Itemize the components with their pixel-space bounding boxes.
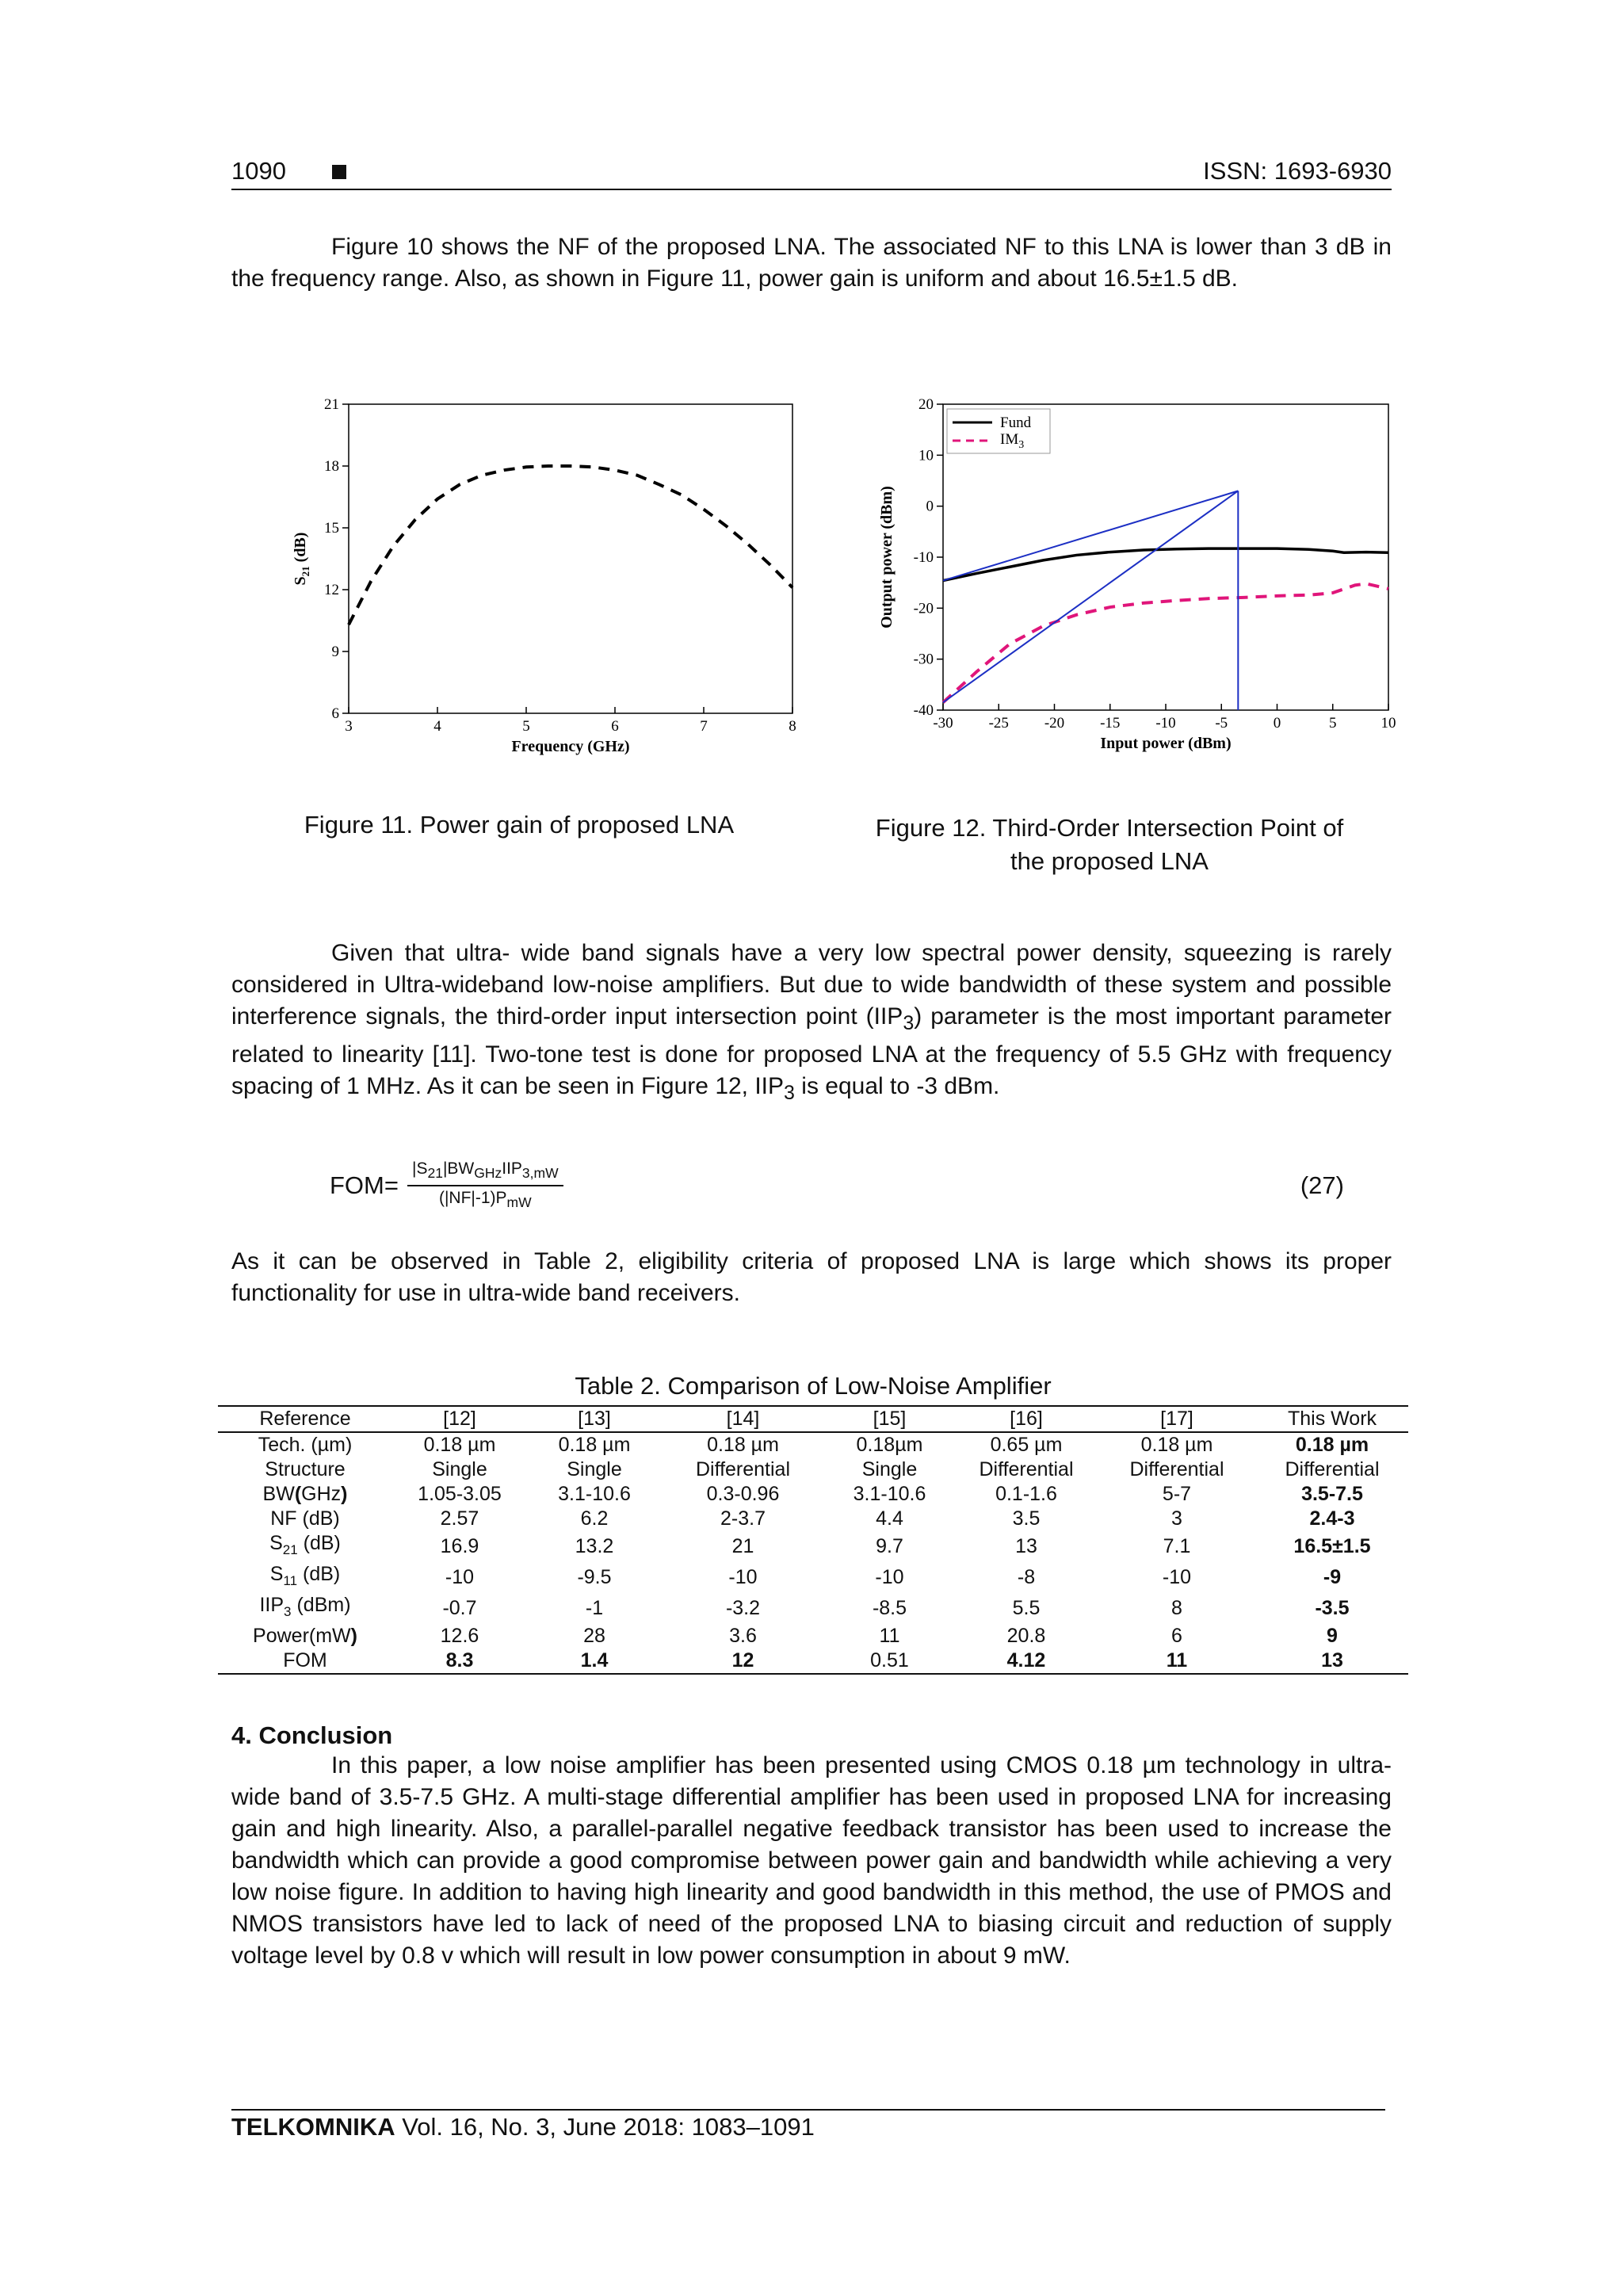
table-cell: 7.1 — [1163, 1535, 1191, 1557]
footer-rule — [231, 2109, 1385, 2111]
table-cell: 3.5 — [1012, 1507, 1041, 1530]
table-cell: 21 — [731, 1535, 754, 1557]
paragraph-2 — [231, 938, 1392, 1109]
table-cell: 13 — [1015, 1535, 1037, 1557]
table-cell: -10 — [1162, 1566, 1192, 1588]
y-tick-label: -10 — [913, 549, 934, 566]
x-tick-label: 10 — [1381, 715, 1396, 732]
table-cell: -0.7 — [442, 1597, 477, 1619]
legend-im3-text: IM — [1000, 431, 1019, 448]
x-tick-label: -25 — [988, 715, 1009, 732]
eq-n3-sub: 3,mW — [521, 1165, 559, 1182]
series-im3 — [943, 583, 1388, 702]
issn: ISSN: 1693-6930 — [1203, 157, 1392, 185]
table-cell: 0.18 µm — [707, 1434, 779, 1456]
table-cell: Differential — [1129, 1458, 1224, 1480]
row-label — [218, 1624, 392, 1648]
equation-number: (27) — [1300, 1171, 1344, 1199]
y-tick-label: 6 — [331, 705, 339, 722]
table-cell: -1 — [585, 1597, 604, 1619]
figure-11-caption: Figure 11. Power gain of proposed LNA — [304, 811, 735, 839]
table-cell: 5-7 — [1162, 1483, 1192, 1505]
row-label-part: IIP — [259, 1594, 285, 1616]
conclusion-paragraph: In this paper, a low noise amplifier has been presented using CMOS 0.18 µm technology in ultra-wide band of 3.5-7.5 GHz. A multi-stage differential amplifier has been used in proposed LNA for increasing gain and high linearity. Also, a parallel-parallel negative feedback transistor has been used to increase the bandwidth which can provide a good compromise between power gain and bandwidth while achieving a very low noise figure. In addition to having high linearity and good bandwidth in this method, the use of PMOS and NMOS transistors have led to lack of need of the proposed LNA to biasing circuit and reduction of supply voltage level by 0.8 v which will result in low power consumption in about 9 mW. — [231, 1752, 1392, 1969]
table-cell: Differential — [979, 1458, 1074, 1480]
eq-d1: (|NF|-1)P — [438, 1189, 507, 1208]
section-title: 4. Conclusion — [231, 1721, 393, 1749]
table-cell: 1.4 — [527, 1648, 662, 1674]
y-tick-label: 20 — [918, 396, 934, 413]
row-label — [218, 1531, 392, 1562]
plot-frame — [349, 404, 792, 713]
y-tick-label: -20 — [913, 600, 934, 617]
table-cell: 3 — [1171, 1507, 1182, 1530]
table-cell: Differential — [695, 1458, 791, 1480]
table-cell: -3.5 — [1315, 1597, 1350, 1619]
table-row — [218, 1507, 1408, 1531]
table-cell: -8 — [1017, 1566, 1036, 1588]
page-header — [231, 157, 1392, 189]
x-tick-label: -20 — [1044, 715, 1065, 732]
table-cell: 9.7 — [876, 1535, 903, 1557]
table-header: [12] — [392, 1406, 527, 1432]
table-cell: 6.2 — [580, 1507, 609, 1530]
table-cell: 12.6 — [440, 1625, 479, 1647]
paragraph-2-text-b: ) parameter is the most important parameter related to linearity [11]. Two-tone test is done for proposed LNA at the frequency of 5.5 GHz with frequency spacing of 1 MHz. As it can be seen in Figure 12, IIP — [231, 1003, 1392, 1099]
y-axis-label — [292, 533, 311, 586]
table-header: [17] — [1098, 1406, 1256, 1432]
figure-12-chart — [864, 388, 1419, 769]
row-label-part: BW — [262, 1483, 295, 1505]
x-tick-label: -15 — [1100, 715, 1121, 732]
paragraph-2-text-a: Given that ultra- wide band signals have a very low spectral power density, squeezing is rarely considered in Ultra-wideband low-noise amplifiers. But due to wide bandwidth of these system and possible interference signals, the third-order input intersection point (IIP — [231, 940, 1392, 1030]
table-cell: -10 — [728, 1566, 758, 1588]
y-tick-label: 9 — [331, 644, 339, 660]
table-cell: 3.1-10.6 — [558, 1483, 631, 1505]
table-cell: 16.9 — [440, 1535, 479, 1557]
x-axis-label: Input power (dBm) — [1100, 735, 1232, 752]
x-tick-label: 7 — [700, 718, 708, 735]
table-cell: 1.05-3.05 — [418, 1483, 502, 1505]
table-cell: Single — [567, 1458, 622, 1480]
y-axis-label-part: S — [292, 576, 309, 586]
legend-box — [947, 409, 1050, 453]
y-tick-label: -40 — [913, 702, 934, 719]
table-row — [218, 1648, 1408, 1674]
row-label-part: (dB) — [297, 1532, 341, 1554]
page-number: 1090 — [231, 157, 286, 185]
eq-n2: |BW — [442, 1159, 475, 1178]
y-tick-label: 18 — [324, 458, 339, 475]
table-cell: 4.12 — [955, 1648, 1098, 1674]
table-row — [218, 1562, 1408, 1593]
figure-11-chart — [269, 388, 824, 769]
row-label-part: Power(mW — [253, 1625, 351, 1647]
row-label-sub: 21 — [282, 1542, 298, 1557]
table-cell: 3.1-10.6 — [853, 1483, 926, 1505]
x-tick-label: 5 — [1329, 715, 1337, 732]
table-cell: 0.65 µm — [990, 1434, 1063, 1456]
square-bullet-icon — [332, 165, 346, 179]
paragraph-2-sub-2: 3 — [784, 1082, 795, 1104]
series-s21 — [349, 466, 792, 625]
series-im3-extrapolation — [943, 491, 1238, 702]
paragraph-2-sub-1: 3 — [903, 1012, 915, 1034]
paragraph-1: Figure 10 shows the NF of the proposed LNA. The associated NF to this LNA is lower than 3 dB in the frequency range. Also, as shown in Figure 11, power gain is uniform and about 16.5±1.5 dB. — [231, 234, 1392, 292]
table-cell: 6 — [1171, 1625, 1182, 1647]
y-axis-label-part: (dB) — [292, 532, 309, 567]
row-label: FOM — [218, 1648, 392, 1674]
table-cell: 13 — [1256, 1648, 1408, 1674]
x-axis-label: Frequency (GHz) — [511, 738, 630, 755]
equation-denominator — [407, 1186, 563, 1214]
table-cell: 20.8 — [1006, 1625, 1046, 1647]
table-cell: 4.4 — [876, 1507, 903, 1530]
row-label-sub: 11 — [283, 1573, 298, 1588]
table-header: [14] — [662, 1406, 824, 1432]
table-cell: Single — [861, 1458, 918, 1480]
equation-fraction — [407, 1157, 563, 1214]
table-cell: 0.18 µm — [1140, 1434, 1213, 1456]
figure-12-caption — [832, 812, 1387, 878]
table-cell: 3.5-7.5 — [1301, 1483, 1363, 1505]
paragraph-2-text-c: is equal to -3 dBm. — [794, 1073, 1000, 1099]
table-row — [218, 1624, 1408, 1648]
row-label-part: ) — [350, 1625, 357, 1647]
y-tick-label: -30 — [913, 651, 934, 668]
y-tick-label: 0 — [926, 498, 934, 515]
table-header: Reference — [218, 1406, 392, 1432]
row-label-part: S — [269, 1563, 284, 1585]
eq-n2-sub: GHz — [474, 1165, 502, 1182]
legend-fund-label: Fund — [1000, 415, 1032, 431]
table-cell: -10 — [875, 1566, 904, 1588]
journal-details: Vol. 16, No. 3, June 2018: 1083–1091 — [395, 2113, 815, 2141]
x-tick-label: 4 — [433, 718, 441, 735]
x-tick-label: 8 — [789, 718, 796, 735]
series-fund-extrapolation — [943, 491, 1238, 580]
row-label-part: GHz — [301, 1483, 342, 1505]
row-label-part: S — [269, 1532, 283, 1554]
x-tick-label: -10 — [1155, 715, 1176, 732]
row-label-part: (dBm) — [291, 1594, 351, 1616]
table-cell: 5.5 — [1012, 1597, 1041, 1619]
table-cell: -3.2 — [725, 1597, 761, 1619]
y-tick-label: 15 — [324, 520, 339, 537]
table-header-row — [218, 1406, 1408, 1432]
table-cell: Differential — [1285, 1458, 1380, 1480]
figure-12-caption-line-2: the proposed LNA — [1010, 847, 1209, 875]
comparison-table — [218, 1405, 1408, 1675]
table-row — [218, 1531, 1408, 1562]
table-cell: 0.18 µm — [423, 1434, 496, 1456]
legend-im3-sub: 3 — [1018, 439, 1025, 451]
table-row — [218, 1593, 1408, 1624]
row-label-part: ) — [341, 1483, 348, 1505]
figure-12-caption-line-1: Figure 12. Third-Order Intersection Point of — [875, 814, 1344, 842]
table-cell: 0.18 µm — [558, 1434, 631, 1456]
table-cell: 2.4-3 — [1309, 1507, 1355, 1530]
table-cell: 2-3.7 — [720, 1507, 766, 1530]
table-cell: 0.51 — [824, 1648, 955, 1674]
x-tick-label: 0 — [1273, 715, 1281, 732]
table-cell: 9 — [1327, 1625, 1338, 1647]
table-header: This Work — [1256, 1406, 1408, 1432]
page-footer — [231, 2113, 815, 2141]
eq-n1: |S — [412, 1159, 428, 1178]
table-cell: 2.57 — [440, 1507, 479, 1530]
table-row — [218, 1482, 1408, 1507]
table-cell: 11 — [1098, 1648, 1256, 1674]
row-label — [218, 1482, 392, 1507]
x-tick-label: 6 — [611, 718, 619, 735]
table-cell: 3.6 — [729, 1625, 757, 1647]
table-cell: 0.3-0.96 — [706, 1483, 780, 1505]
table-cell: 0.18 µm — [1295, 1434, 1369, 1456]
table-cell: 0.18µm — [856, 1434, 923, 1456]
table-cell: 8.3 — [392, 1648, 527, 1674]
table-cell: 0.1-1.6 — [995, 1483, 1057, 1505]
header-rule — [231, 189, 1392, 190]
x-tick-label: -5 — [1215, 715, 1228, 732]
row-label-part: (dB) — [297, 1563, 341, 1585]
table-cell: -9 — [1323, 1566, 1342, 1588]
table-cell: 8 — [1171, 1597, 1182, 1619]
table-cell: -9.5 — [577, 1566, 612, 1588]
equation-numerator — [407, 1157, 563, 1186]
table-header: [13] — [527, 1406, 662, 1432]
table-cell: -8.5 — [872, 1597, 907, 1619]
table-row — [218, 1432, 1408, 1457]
row-label: Tech. (µm) — [258, 1434, 353, 1456]
series-fund — [943, 548, 1388, 581]
y-tick-label: 12 — [324, 582, 339, 598]
row-label-sub: 3 — [284, 1604, 292, 1619]
y-axis-label: Output power (dBm) — [878, 486, 896, 628]
table-cell: 13.2 — [575, 1535, 614, 1557]
table-cell: 11 — [879, 1625, 900, 1647]
table-cell: 16.5±1.5 — [1293, 1535, 1371, 1557]
eq-n3: IIP — [502, 1159, 522, 1178]
row-label: NF (dB) — [270, 1507, 340, 1530]
x-tick-label: 3 — [345, 718, 353, 735]
table-caption: Table 2. Comparison of Low-Noise Amplifier — [575, 1372, 1052, 1400]
x-tick-label: -30 — [933, 715, 953, 732]
paragraph-3: As it can be observed in Table 2, eligibility criteria of proposed LNA is large which shows its proper functionality for use in ultra-wide band receivers. — [231, 1248, 1392, 1306]
table-cell: 28 — [583, 1625, 605, 1647]
equation-27 — [330, 1157, 1392, 1221]
journal-name: TELKOMNIKA — [231, 2113, 395, 2141]
y-tick-label: 10 — [918, 447, 934, 464]
eq-d1-sub: mW — [506, 1194, 532, 1211]
table-cell: Single — [432, 1458, 487, 1480]
table-cell: 12 — [662, 1648, 824, 1674]
table-cell: -10 — [445, 1566, 475, 1588]
equation-lhs: FOM= — [330, 1171, 399, 1199]
eq-n1-sub: 21 — [427, 1165, 443, 1182]
row-label-part: ( — [294, 1483, 302, 1505]
y-axis-label-sub: 21 — [300, 566, 311, 577]
row-label — [218, 1593, 392, 1624]
table-row — [218, 1457, 1408, 1482]
table-header: [15] — [824, 1406, 955, 1432]
table-header: [16] — [955, 1406, 1098, 1432]
x-tick-label: 5 — [522, 718, 530, 735]
row-label — [218, 1562, 392, 1593]
row-label: Structure — [265, 1458, 346, 1480]
y-tick-label: 21 — [324, 396, 339, 413]
